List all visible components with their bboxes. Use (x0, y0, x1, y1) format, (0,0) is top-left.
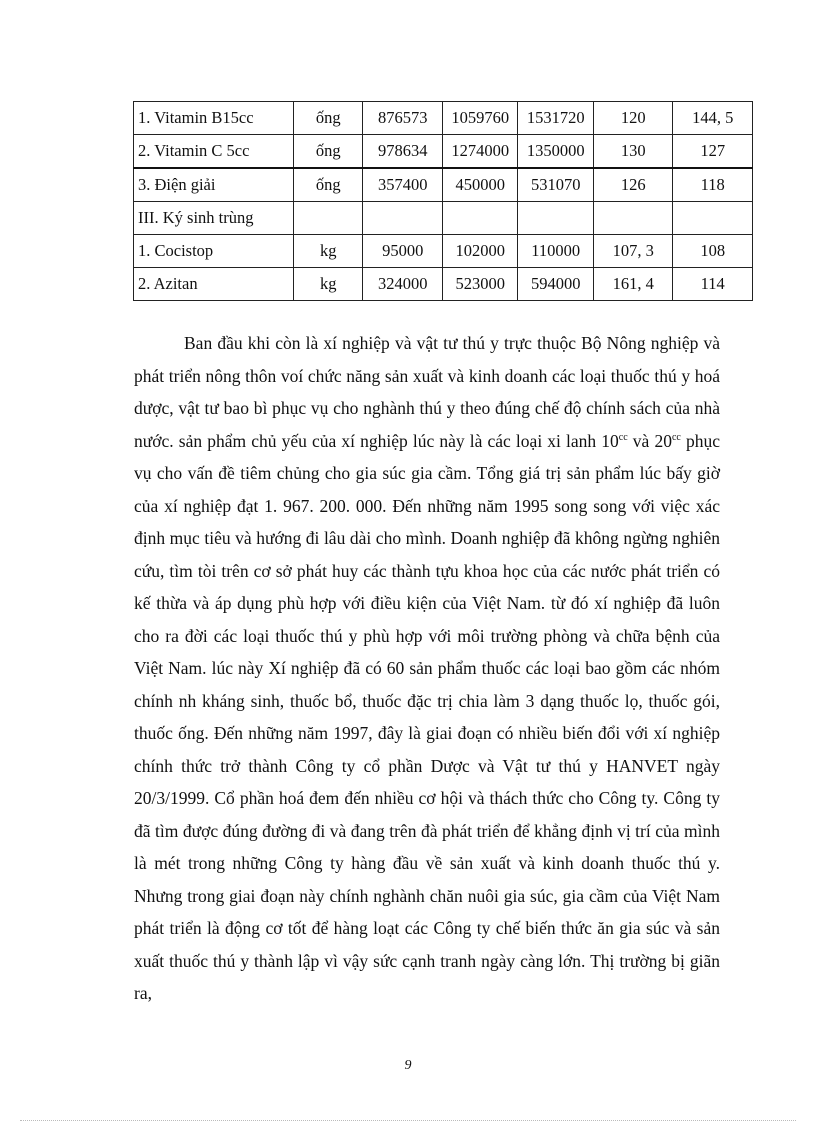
cell-value-2: 523000 (442, 268, 517, 301)
table-row (134, 235, 753, 268)
cell-product-name: 1. Vitamin B15cc (134, 102, 294, 135)
cell-unit: ống (294, 168, 363, 202)
cell-ratio-1: 130 (593, 135, 673, 169)
cell-ratio-1: 107, 3 (593, 235, 673, 268)
cell-value-1: 876573 (363, 102, 443, 135)
cell-ratio-1: 126 (593, 168, 673, 202)
cell-value-1 (363, 202, 443, 235)
cell-ratio-2: 118 (673, 168, 753, 202)
paragraph-text-part-3: phục vụ cho vấn đề tiêm chủng cho gia súc gia cầm. Tổng giá trị sản phẩm lúc bấy giờ của xí nghiệp đạt 1. 967. 200. 000. Đến những năm 1995 song song với việc xác định mục tiêu và hướng đi lâu dài cho mình. Doanh nghiệp đã không ngừng nghiên cứu, tìm tòi trên cơ sở phát huy các thành tựu khoa học của các nước phát triển có kế thừa và áp dụng phù hợp với điều kiện của Việt Nam. từ đó xí nghiệp đã luôn cho ra đời các loại thuốc thú y phù hợp với môi trường phòng và chữa bệnh của Việt Nam. lúc này Xí nghiệp đã có 60 sản phẩm thuốc các loại bao gồm các nhóm chính nh kháng sinh, thuốc bổ, thuốc đặc trị chia làm 3 dạng thuốc lọ, thuốc gói, thuốc ống. Đến những năm 1997, đây là giai đoạn có nhiều biến đổi với xí nghiệp chính thức trở thành Công ty cổ phần Dược và Vật tư thú y HANVET ngày 20/3/1999. Cổ phần hoá đem đến nhiều cơ hội và thách thức cho Công ty. Công ty đã tìm được đúng đường đi và đang trên đà phát triển để khẳng định vị trí của mình là mét trong những Công ty hàng đầu về sản xuất và kinh doanh thuốc thú y. Nhưng trong giai đoạn này chính nghành chăn nuôi gia súc, gia cầm của Việt Nam phát triển là động cơ tốt để hàng loạt các Công ty chế biến thức ăn gia súc và sản xuất thuốc thú y thành lập vì vậy sức cạnh tranh ngày càng lớn. Thị trường bị giãn ra, (134, 430, 720, 1003)
table-row (134, 168, 753, 202)
cell-value-1: 978634 (363, 135, 443, 169)
table-row (134, 268, 753, 301)
page-number: 9 (404, 1058, 412, 1073)
cell-value-2: 1274000 (442, 135, 517, 169)
cell-ratio-2: 114 (673, 268, 753, 301)
cell-ratio-2: 108 (673, 235, 753, 268)
cell-unit: ống (294, 102, 363, 135)
table-row (134, 135, 753, 169)
cell-product-name: 2. Vitamin C 5cc (134, 135, 294, 169)
cell-value-1: 324000 (363, 268, 443, 301)
cell-value-3: 110000 (518, 235, 593, 268)
cell-ratio-1: 120 (593, 102, 673, 135)
cell-product-name: 2. Azitan (134, 268, 294, 301)
cell-product-name: 1. Cocistop (134, 235, 294, 268)
cell-ratio-1: 161, 4 (593, 268, 673, 301)
cell-ratio-2: 127 (673, 135, 753, 169)
cell-value-3: 1531720 (518, 102, 593, 135)
cell-value-2: 450000 (442, 168, 517, 202)
body-paragraph-container (134, 327, 720, 1010)
cell-ratio-2: 144, 5 (673, 102, 753, 135)
cell-value-2 (442, 202, 517, 235)
cell-unit: kg (294, 268, 363, 301)
cell-value-1: 357400 (363, 168, 443, 202)
cell-product-name: III. Ký sinh trùng (134, 202, 294, 235)
cell-value-3: 594000 (518, 268, 593, 301)
body-paragraph (134, 327, 720, 1010)
cell-product-name: 3. Điện giải (134, 168, 294, 202)
page-bottom-divider (20, 1120, 796, 1121)
superscript-cc-1: cc (618, 431, 628, 443)
superscript-cc-2: cc (671, 431, 681, 443)
cell-value-2: 1059760 (442, 102, 517, 135)
paragraph-text-part-1: Ban đầu khi còn là xí nghiệp và vật tư thú y trực thuộc Bộ Nông nghiệp và phát triển nông thôn voí chức năng sản xuất và kinh doanh các loại thuốc thú y hoá dược, vật tư bao bì phục vụ cho nghành thú y theo đúng chế độ chính sách của nhà nước. sản phẩm chủ yếu của xí nghiệp lúc này là các loại xi lanh 10 (134, 333, 720, 451)
cell-unit: ống (294, 135, 363, 169)
cell-value-3: 531070 (518, 168, 593, 202)
cell-value-3 (518, 202, 593, 235)
product-table-body (134, 102, 753, 301)
cell-unit: kg (294, 235, 363, 268)
table-row (134, 102, 753, 135)
cell-ratio-1 (593, 202, 673, 235)
paragraph-text-part-2: và 20 (627, 430, 672, 451)
cell-unit (294, 202, 363, 235)
cell-value-3: 1350000 (518, 135, 593, 169)
cell-ratio-2 (673, 202, 753, 235)
product-table (133, 101, 753, 301)
table-row (134, 202, 753, 235)
cell-value-2: 102000 (442, 235, 517, 268)
cell-value-1: 95000 (363, 235, 443, 268)
